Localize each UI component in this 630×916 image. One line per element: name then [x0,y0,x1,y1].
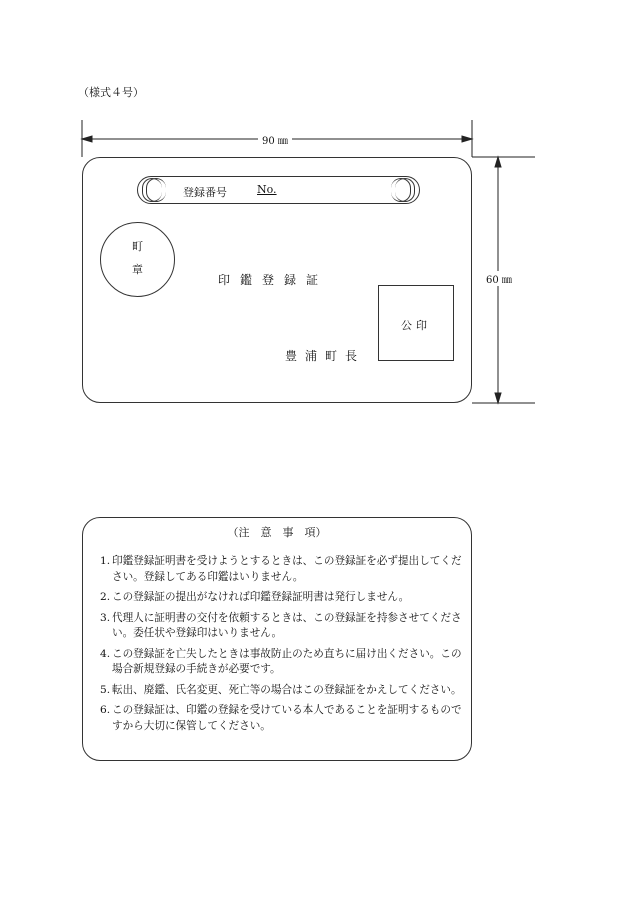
registration-number-label: 登録番号 [183,186,227,199]
height-dimension-label: 60 ㎜ [482,271,516,286]
notice-list [100,554,465,739]
town-emblem-circle [100,222,175,297]
notice-item [100,703,465,734]
notice-title: （注 意 事 項） [227,526,327,539]
form-number-label: （様式４号） [78,86,144,99]
certificate-title: 印鑑登録証 [218,273,329,287]
official-seal-label: 公印 [401,319,431,332]
banner-curl-left-inner [146,178,166,202]
banner-curl-right-inner [391,178,411,202]
notice-item-number: 5. [100,683,111,696]
notice-item-text: この登録証の提出がなければ印鑑登録証明書は発行しません。 [112,591,410,603]
notice-item-text: この登録証は、印鑑の登録を受けている本人であることを証明するものですから大切に保管してください。 [112,704,462,732]
notice-item-number: 1. [100,555,111,567]
notice-item [100,647,465,678]
notice-item [100,683,465,699]
registration-number-field: No. [257,183,277,196]
notice-item-number: 3. [100,611,111,624]
notice-item-text: この登録証を亡失したときは事故防止のため直ちに届け出ください。この場合新規登録の手続きが必要です。 [112,647,462,675]
notice-item-text: 転出、廃鑑、氏名変更、死亡等の場合はこの登録証をかえしてください。 [112,683,462,696]
notice-item-number: 2. [100,591,111,603]
registration-number-banner [137,176,420,204]
notice-item-number: 4. [100,647,111,660]
notice-item-text: 代理人に証明書の交付を依頼するときは、この登録証を持参させてください。委任状や登録印はいりません。 [112,611,462,639]
town-emblem-line-2: 章 [132,263,143,276]
width-dimension-label: 90 ㎜ [258,132,292,147]
town-emblem-line-1: 町 [132,240,143,253]
notice-item [100,554,465,585]
notice-item [100,611,465,642]
issuer-mayor: 豊浦町長 [285,349,366,363]
notice-item [100,590,465,606]
notice-item-text: 印鑑登録証明書を受けようとするときは、この登録証を必ず提出してください。登録してある印鑑はいりません。 [112,555,462,583]
notice-item-number: 6. [100,704,111,716]
